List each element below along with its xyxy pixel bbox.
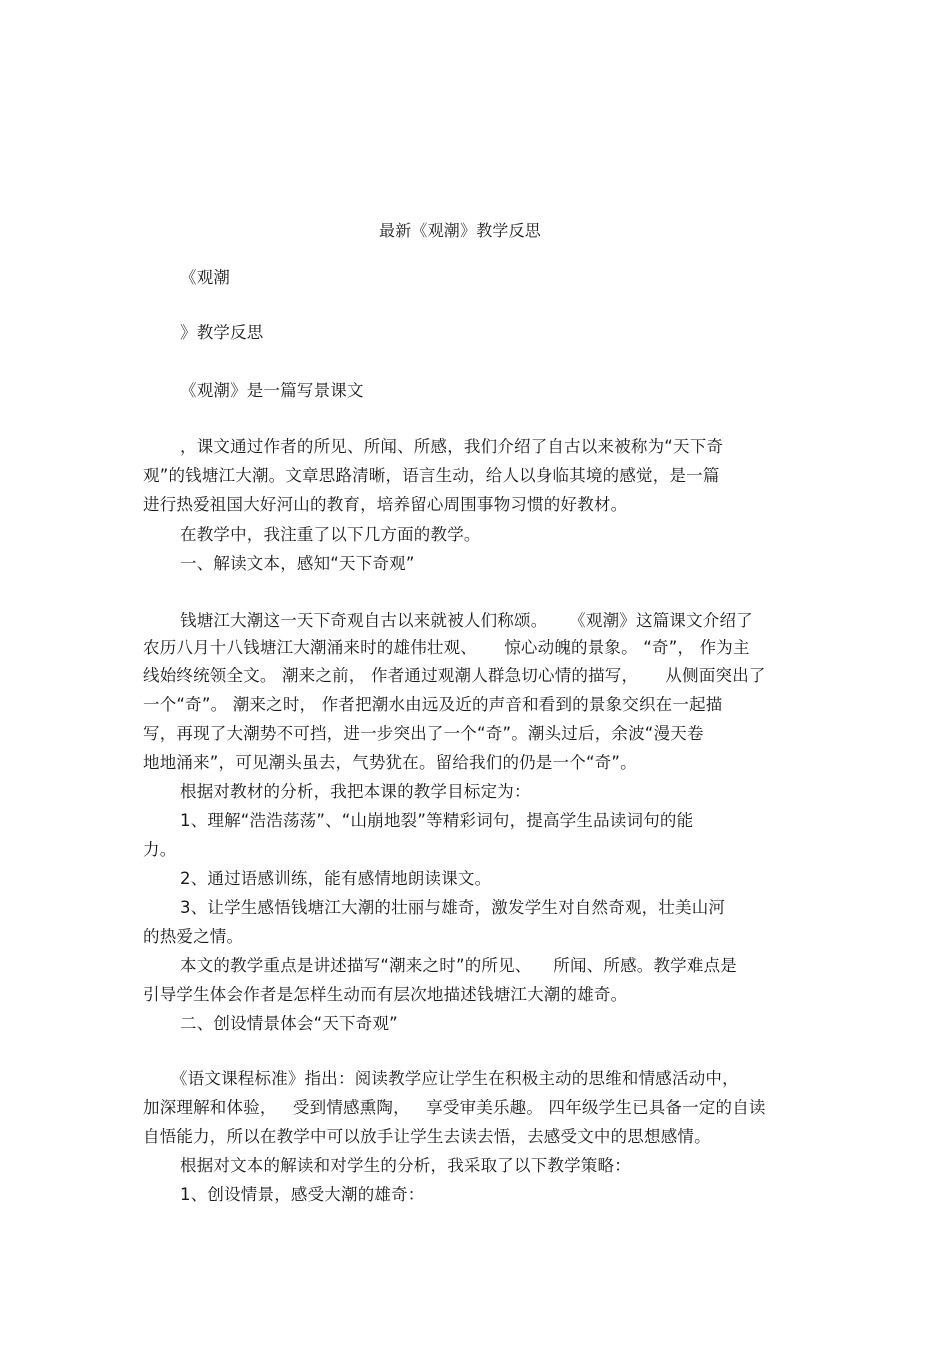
text-line: 3、让学生感悟钱塘江大潮的壮丽与雄奇，激发学生对自然奇观，壮美山河: [180, 898, 726, 917]
text-line: 农历八月十八钱塘江大潮涌来时的雄伟壮观、 惊心动魄的景象。 “奇”， 作为主: [143, 638, 750, 657]
text-line: 一个“奇”。 潮来之时， 作者把潮水由远及近的声音和看到的景象交织在一起描: [143, 695, 723, 714]
text-line: 《语文课程标准》指出：阅读教学应让学生在积极主动的思维和情感活动中，: [171, 1069, 739, 1088]
text-line: 在教学中，我注重了以下几方面的教学。: [180, 525, 481, 544]
text-line: 观”的钱塘江大潮。文章思路清晰，语言生动，给人以身临其境的感觉，是一篇: [143, 466, 720, 485]
text-line: 1、理解“浩浩荡荡”、“山崩地裂”等精彩词句，提高学生品读词句的能: [180, 811, 694, 830]
text-line: ，课文通过作者的所见、所闻、所感，我们介绍了自古以来被称为“天下奇: [180, 437, 724, 456]
text-line: 引导学生体会作者是怎样生动而有层次地描述钱塘江大潮的雄奇。: [143, 985, 628, 1004]
text-line: 钱塘江大潮这一天下奇观自古以来就被人们称颂。 《观潮》这篇课文介绍了: [180, 611, 753, 630]
section-heading: 一、解读文本，感知“天下奇观”: [180, 554, 415, 573]
text-line: 进行热爱祖国大好河山的教育，培养留心周围事物习惯的好教材。: [143, 495, 628, 514]
text-line: 》教学反思: [180, 323, 264, 342]
text-line: 线始终统领全文。 潮来之前， 作者通过观潮人群急切心情的描写， 从侧面突出了: [143, 666, 766, 685]
text-line: 的热爱之情。: [143, 927, 244, 946]
section-heading: 二、创设情景体会“天下奇观”: [180, 1014, 398, 1033]
text-line: 本文的教学重点是讲述描写“潮来之时”的所见、 所闻、所感。教学难点是: [180, 956, 737, 975]
text-line: 写，再现了大潮势不可挡，进一步突出了一个“奇”。潮头过后，余波“漫天卷: [143, 724, 704, 743]
text-line: 力。: [143, 840, 177, 859]
text-line: 2、通过语感训练，能有感情地朗读课文。: [180, 869, 492, 888]
text-line: 《观潮: [180, 268, 231, 287]
text-line: 自悟能力，所以在教学中可以放手让学生去读去悟，去感受文中的思想感情。: [143, 1127, 711, 1146]
text-line: 《观潮》是一篇写景课文: [180, 381, 364, 400]
text-line: 加深理解和体验， 受到情感熏陶， 享受审美乐趣。 四年级学生已具备一定的自读: [143, 1098, 766, 1117]
text-line: 根据对文本的解读和对学生的分析，我采取了以下教学策略：: [180, 1156, 631, 1175]
document-title: 最新《观潮》教学反思: [379, 221, 542, 240]
text-line: 根据对教材的分析，我把本课的教学目标定为：: [180, 782, 531, 801]
text-line: 1、创设情景，感受大潮的雄奇：: [180, 1185, 425, 1204]
text-line: 地地涌来”，可见潮头虽去，气势犹在。留给我们的仍是一个“奇”。: [143, 753, 637, 772]
